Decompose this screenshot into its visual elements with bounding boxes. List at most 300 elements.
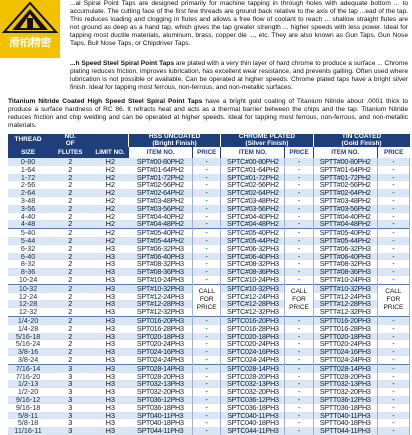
paragraph-tin-coated bbox=[8, 98, 408, 130]
price-cell: - bbox=[193, 388, 221, 396]
thread-size-cell: 9/16-12 bbox=[8, 396, 48, 404]
hss-item-no-cell: SPT044-11PH3 bbox=[128, 427, 192, 435]
limit-cell: H3 bbox=[92, 380, 128, 388]
tin-item-no-cell: SPTT020-18PH3 bbox=[313, 333, 377, 341]
header-hss-uncoated: HSS UNCOATED (Bright Finish) bbox=[128, 134, 220, 147]
chrome-item-no-cell: SPTC#10-32PH3 bbox=[221, 284, 285, 292]
limit-cell: H3 bbox=[92, 412, 128, 420]
limit-cell: H2 bbox=[92, 189, 128, 197]
header-hss-item-no: ITEM NO. bbox=[128, 147, 192, 158]
chrome-item-no-cell: SPTC#10-24PH3 bbox=[221, 276, 285, 284]
tin-item-no-cell: SPTT020-24PH3 bbox=[313, 340, 377, 348]
header-tin-item-no: ITEM NO. bbox=[313, 147, 377, 158]
table-row bbox=[8, 364, 410, 372]
header-size: SIZE bbox=[8, 147, 48, 158]
price-cell: - bbox=[193, 316, 221, 324]
table-row bbox=[8, 166, 410, 174]
flutes-cell: 2 bbox=[48, 293, 92, 301]
hss-item-no-cell: SPT#12-32PH3 bbox=[128, 308, 192, 316]
price-cell: - bbox=[285, 213, 313, 221]
hss-item-no-cell: SPT#10-32PH3 bbox=[128, 284, 192, 292]
price-cell: - bbox=[285, 181, 313, 189]
price-cell: - bbox=[285, 380, 313, 388]
hss-item-no-cell: SPT016-28PH3 bbox=[128, 325, 192, 333]
table-row bbox=[8, 268, 410, 276]
price-cell: - bbox=[193, 229, 221, 237]
hss-item-no-cell: SPT040-18PH3 bbox=[128, 419, 192, 427]
table-row bbox=[8, 197, 410, 205]
header-no-of: NO. OF bbox=[48, 134, 92, 147]
flutes-cell: 2 bbox=[48, 197, 92, 205]
limit-cell: H3 bbox=[92, 373, 128, 381]
flutes-cell: 3 bbox=[48, 364, 92, 372]
limit-cell: H3 bbox=[92, 268, 128, 276]
table-row bbox=[8, 253, 410, 261]
price-cell: - bbox=[285, 419, 313, 427]
tin-item-no-cell: SPTT016-28PH3 bbox=[313, 325, 377, 333]
tin-item-no-cell: SPTT#01-64PH2 bbox=[313, 166, 377, 174]
header-tin-price: PRICE bbox=[377, 147, 409, 158]
price-cell: - bbox=[285, 276, 313, 284]
flutes-cell: 2 bbox=[48, 158, 92, 166]
hss-item-no-cell: SPT#08-36PH3 bbox=[128, 268, 192, 276]
thread-size-cell: 1/2-20 bbox=[8, 388, 48, 396]
company-logo bbox=[0, 0, 60, 58]
tin-item-no-cell: SPTT#01-72PH2 bbox=[313, 174, 377, 182]
limit-cell: H2 bbox=[92, 158, 128, 166]
thread-size-cell: 3/8-24 bbox=[8, 356, 48, 364]
table-row bbox=[8, 348, 410, 356]
price-cell: - bbox=[285, 316, 313, 324]
price-cell: - bbox=[377, 189, 409, 197]
price-cell: - bbox=[377, 245, 409, 253]
tin-item-no-cell: SPTT032-20PH3 bbox=[313, 388, 377, 396]
hss-item-no-cell: SPT#00-80PH2 bbox=[128, 158, 192, 166]
price-cell: - bbox=[377, 373, 409, 381]
price-cell: - bbox=[377, 356, 409, 364]
price-cell: - bbox=[285, 166, 313, 174]
price-cell: - bbox=[193, 237, 221, 245]
flutes-cell: 2 bbox=[48, 348, 92, 356]
thread-size-cell: 6-32 bbox=[8, 245, 48, 253]
chrome-item-no-cell: SPTC020-18PH3 bbox=[221, 333, 285, 341]
price-cell: - bbox=[377, 380, 409, 388]
flutes-cell: 2 bbox=[48, 181, 92, 189]
header-limit bbox=[92, 134, 128, 147]
table-row bbox=[8, 229, 410, 237]
paragraph-chrome-plated bbox=[70, 60, 408, 92]
hss-item-no-cell: SPT#03-56PH2 bbox=[128, 205, 192, 213]
paragraph-tin-heading: Titanium Nitride Coated High Speed Steel Spiral Point Taps bbox=[8, 98, 203, 105]
tin-item-no-cell: SPTT#03-48PH2 bbox=[313, 197, 377, 205]
tin-item-no-cell: SPTT024-16PH3 bbox=[313, 348, 377, 356]
chrome-item-no-cell: SPTC#04-40PH2 bbox=[221, 213, 285, 221]
price-cell: - bbox=[193, 181, 221, 189]
tin-item-no-cell: SPTT#10-24PH3 bbox=[313, 276, 377, 284]
thread-size-cell: 1-72 bbox=[8, 174, 48, 182]
price-cell: - bbox=[377, 229, 409, 237]
table-row bbox=[8, 260, 410, 268]
flutes-cell: 2 bbox=[48, 356, 92, 364]
thread-size-cell: 5/16-18 bbox=[8, 333, 48, 341]
flutes-cell: 2 bbox=[48, 253, 92, 261]
price-cell: - bbox=[377, 404, 409, 412]
limit-cell: H2 bbox=[92, 220, 128, 228]
price-cell: - bbox=[285, 189, 313, 197]
price-cell: - bbox=[193, 220, 221, 228]
hss-item-no-cell: SPT#12-28PH3 bbox=[128, 300, 192, 308]
price-cell: - bbox=[193, 213, 221, 221]
thread-size-cell: 12-32 bbox=[8, 308, 48, 316]
price-cell: - bbox=[193, 404, 221, 412]
tin-item-no-cell: SPTT028-14PH3 bbox=[313, 364, 377, 372]
tin-item-no-cell: SPTT#12-28PH3 bbox=[313, 300, 377, 308]
tin-item-no-cell: SPTT#02-64PH2 bbox=[313, 189, 377, 197]
hss-item-no-cell: SPT#05-44PH2 bbox=[128, 237, 192, 245]
chrome-item-no-cell: SPTC028-20PH3 bbox=[221, 373, 285, 381]
thread-size-cell: 3-48 bbox=[8, 197, 48, 205]
flutes-cell: 2 bbox=[48, 260, 92, 268]
chrome-item-no-cell: SPTC#03-56PH2 bbox=[221, 205, 285, 213]
limit-cell: H3 bbox=[92, 364, 128, 372]
table-row bbox=[8, 276, 410, 284]
flutes-cell: 2 bbox=[48, 174, 92, 182]
flutes-cell: 2 bbox=[48, 308, 92, 316]
hss-item-no-cell: SPT040-11PH3 bbox=[128, 412, 192, 420]
header-flutes: FLUTES bbox=[48, 147, 92, 158]
flutes-cell: 3 bbox=[48, 373, 92, 381]
hss-item-no-cell: SPT#02-64PH2 bbox=[128, 189, 192, 197]
price-cell: - bbox=[377, 316, 409, 324]
table-row bbox=[8, 316, 410, 324]
tin-item-no-cell: SPTT#08-36PH3 bbox=[313, 268, 377, 276]
limit-cell: H3 bbox=[92, 404, 128, 412]
chrome-item-no-cell: SPTC016-20PH3 bbox=[221, 316, 285, 324]
price-cell: - bbox=[377, 276, 409, 284]
chrome-item-no-cell: SPTC016-28PH3 bbox=[221, 325, 285, 333]
tin-item-no-cell: SPTT044-11PH3 bbox=[313, 427, 377, 435]
table-body bbox=[8, 158, 410, 435]
limit-cell: H3 bbox=[92, 325, 128, 333]
limit-cell: H2 bbox=[92, 229, 128, 237]
flutes-cell: 2 bbox=[48, 340, 92, 348]
hss-item-no-cell: SPT032-20PH3 bbox=[128, 388, 192, 396]
flutes-cell: 2 bbox=[48, 245, 92, 253]
table-row bbox=[8, 412, 410, 420]
table-row bbox=[8, 213, 410, 221]
table-row bbox=[8, 189, 410, 197]
price-cell: - bbox=[377, 268, 409, 276]
table-row bbox=[8, 205, 410, 213]
tin-item-no-cell: SPTT#06-32PH3 bbox=[313, 245, 377, 253]
price-cell: - bbox=[377, 174, 409, 182]
thread-size-cell: 7/16-20 bbox=[8, 373, 48, 381]
tin-item-no-cell: SPTT040-18PH3 bbox=[313, 419, 377, 427]
header-hss-price: PRICE bbox=[193, 147, 221, 158]
thread-size-cell: 5/16-24 bbox=[8, 340, 48, 348]
price-cell: - bbox=[193, 419, 221, 427]
thread-size-cell: 5-40 bbox=[8, 229, 48, 237]
hss-item-no-cell: SPT020-18PH3 bbox=[128, 333, 192, 341]
table-row bbox=[8, 174, 410, 182]
hss-item-no-cell: SPT#02-56PH2 bbox=[128, 181, 192, 189]
table-row bbox=[8, 333, 410, 341]
table-row bbox=[8, 427, 410, 435]
chrome-item-no-cell: SPTC#02-56PH2 bbox=[221, 181, 285, 189]
flutes-cell: 2 bbox=[48, 333, 92, 341]
tin-item-no-cell: SPTT#04-40PH2 bbox=[313, 213, 377, 221]
tin-item-no-cell: SPTT040-11PH3 bbox=[313, 412, 377, 420]
header-limit-no: LIMIT NO. bbox=[92, 147, 128, 158]
chrome-item-no-cell: SPTC028-14PH3 bbox=[221, 364, 285, 372]
thread-size-cell: 10-32 bbox=[8, 284, 48, 292]
price-cell: - bbox=[193, 427, 221, 435]
thread-size-cell: 6-40 bbox=[8, 253, 48, 261]
price-cell: - bbox=[285, 253, 313, 261]
logo-mark-icon bbox=[0, 0, 60, 34]
price-cell: - bbox=[377, 396, 409, 404]
chrome-item-no-cell: SPTC020-24PH3 bbox=[221, 340, 285, 348]
price-cell: - bbox=[377, 340, 409, 348]
price-cell: - bbox=[193, 373, 221, 381]
price-cell: - bbox=[285, 333, 313, 341]
flutes-cell: 2 bbox=[48, 205, 92, 213]
thread-size-cell: 1/4-28 bbox=[8, 325, 48, 333]
hss-item-no-cell: SPT024-16PH3 bbox=[128, 348, 192, 356]
table-row bbox=[8, 396, 410, 404]
chrome-item-no-cell: SPTC032-13PH3 bbox=[221, 380, 285, 388]
tin-item-no-cell: SPTT#12-32PH3 bbox=[313, 308, 377, 316]
price-cell: - bbox=[377, 348, 409, 356]
paragraph-tin-body: have a bright gold coating of Titanium Nitride about .0001 thick to produce a surface hardness of RC 86. It refracts heat and acts as a thermal barrier between the chips and the tap. Titanium Nitride reduces friction and chip welding and can be operated at higher speeds. Ideal for tapping most ferrous, non-ferrous, and non-metallic materials. bbox=[8, 98, 409, 130]
paragraph-spiral-point-taps: ...al Spiral Point Taps are designed primarily for machine tapping in through holes with adequate bottom ... to accumulate. The cutting face of the first few threads are ground back relative to the axis of the tap ...ead of the tap. This reduces loading and clogging in flutes and allows a free flow of coolant to reach ... shallow straight flutes are not ground as deep as a hand tap, which gives the tap greater strength ... higher speeds with less power. Ideal for tapping most ductile materials, aluminum, brass, copper die ..., etc. They are also known as Gun Taps, Gun Nose Taps, Bull Nose Taps, or Chipdriver Taps. bbox=[70, 0, 408, 48]
thread-size-cell: 3/8-16 bbox=[8, 348, 48, 356]
flutes-cell: 3 bbox=[48, 412, 92, 420]
thread-size-cell: 5/8-18 bbox=[8, 419, 48, 427]
limit-cell: H2 bbox=[92, 205, 128, 213]
flutes-cell: 3 bbox=[48, 427, 92, 435]
price-cell: - bbox=[377, 237, 409, 245]
price-cell: - bbox=[377, 333, 409, 341]
flutes-cell: 2 bbox=[48, 325, 92, 333]
chrome-item-no-cell: SPTC040-18PH3 bbox=[221, 419, 285, 427]
flutes-cell: 2 bbox=[48, 189, 92, 197]
limit-cell: H3 bbox=[92, 356, 128, 364]
chrome-item-no-cell: SPTC#00-80PH2 bbox=[221, 158, 285, 166]
tin-item-no-cell: SPTT#06-40PH3 bbox=[313, 253, 377, 261]
header-chrome-price: PRICE bbox=[285, 147, 313, 158]
price-cell: - bbox=[377, 197, 409, 205]
limit-cell: H2 bbox=[92, 181, 128, 189]
table-row bbox=[8, 158, 410, 166]
limit-cell: H3 bbox=[92, 284, 128, 292]
limit-cell: H3 bbox=[92, 300, 128, 308]
price-cell: - bbox=[193, 253, 221, 261]
chrome-item-no-cell: SPTC024-24PH3 bbox=[221, 356, 285, 364]
price-cell: - bbox=[377, 181, 409, 189]
limit-cell: H3 bbox=[92, 340, 128, 348]
header-tin-coated: TIN COATED (Gold Finish) bbox=[313, 134, 409, 147]
price-cell: - bbox=[377, 213, 409, 221]
price-cell: - bbox=[285, 197, 313, 205]
flutes-cell: 2 bbox=[48, 166, 92, 174]
chrome-item-no-cell: SPTC036-12PH3 bbox=[221, 396, 285, 404]
logo-text: 滑柏精密 bbox=[9, 37, 51, 49]
thread-size-cell: 1-64 bbox=[8, 166, 48, 174]
price-cell: - bbox=[285, 158, 313, 166]
price-cell: - bbox=[377, 412, 409, 420]
price-cell: - bbox=[285, 412, 313, 420]
thread-size-cell: 9/16-18 bbox=[8, 404, 48, 412]
flutes-cell: 2 bbox=[48, 316, 92, 324]
limit-cell: H2 bbox=[92, 213, 128, 221]
thread-size-cell: 3-56 bbox=[8, 205, 48, 213]
table-row bbox=[8, 404, 410, 412]
price-cell: - bbox=[193, 158, 221, 166]
price-cell: - bbox=[377, 419, 409, 427]
tin-item-no-cell: SPTT#03-56PH2 bbox=[313, 205, 377, 213]
price-cell: - bbox=[285, 325, 313, 333]
price-cell: - bbox=[377, 166, 409, 174]
paragraph-chrome-heading: ...h Speed Steel Spiral Point Taps bbox=[70, 60, 174, 67]
chrome-item-no-cell: SPTC#12-24PH3 bbox=[221, 293, 285, 301]
price-cell: - bbox=[285, 205, 313, 213]
chrome-item-no-cell: SPTC040-11PH3 bbox=[221, 412, 285, 420]
limit-cell: H2 bbox=[92, 174, 128, 182]
table-row bbox=[8, 340, 410, 348]
limit-cell: H3 bbox=[92, 245, 128, 253]
price-cell: - bbox=[193, 260, 221, 268]
table-row bbox=[8, 388, 410, 396]
thread-size-cell: 8-36 bbox=[8, 268, 48, 276]
chrome-item-no-cell: SPTC#01-72PH2 bbox=[221, 174, 285, 182]
chrome-item-no-cell: SPTC024-16PH3 bbox=[221, 348, 285, 356]
tin-item-no-cell: SPTT#08-32PH3 bbox=[313, 260, 377, 268]
price-cell: - bbox=[193, 166, 221, 174]
chrome-item-no-cell: SPTC#05-40PH2 bbox=[221, 229, 285, 237]
table-row bbox=[8, 284, 410, 292]
hss-item-no-cell: SPT#03-48PH2 bbox=[128, 197, 192, 205]
price-cell: - bbox=[285, 220, 313, 228]
price-cell: - bbox=[193, 412, 221, 420]
call-for-price-cell: CALL FOR PRICE bbox=[193, 284, 221, 316]
chrome-item-no-cell: SPTC#12-28PH3 bbox=[221, 300, 285, 308]
hss-item-no-cell: SPT036-12PH3 bbox=[128, 396, 192, 404]
table-row bbox=[8, 245, 410, 253]
hss-item-no-cell: SPT#04-40PH2 bbox=[128, 213, 192, 221]
price-cell: - bbox=[285, 427, 313, 435]
hss-item-no-cell: SPT028-14PH3 bbox=[128, 364, 192, 372]
hss-item-no-cell: SPT024-24PH3 bbox=[128, 356, 192, 364]
thread-size-cell: 12-24 bbox=[8, 293, 48, 301]
price-cell: - bbox=[193, 348, 221, 356]
table-row bbox=[8, 356, 410, 364]
chrome-item-no-cell: SPTC#05-44PH2 bbox=[221, 237, 285, 245]
tin-item-no-cell: SPTT#02-56PH2 bbox=[313, 181, 377, 189]
flutes-cell: 3 bbox=[48, 380, 92, 388]
tin-item-no-cell: SPTT016-20PH3 bbox=[313, 316, 377, 324]
limit-cell: H2 bbox=[92, 197, 128, 205]
hss-item-no-cell: SPT028-20PH3 bbox=[128, 373, 192, 381]
price-cell: - bbox=[377, 325, 409, 333]
flutes-cell: 2 bbox=[48, 237, 92, 245]
table-row bbox=[8, 419, 410, 427]
table-row bbox=[8, 181, 410, 189]
flutes-cell: 3 bbox=[48, 404, 92, 412]
price-cell: - bbox=[285, 373, 313, 381]
call-for-price-cell: CALL FOR PRICE bbox=[285, 284, 313, 316]
call-for-price-cell: CALL FOR PRICE bbox=[377, 284, 409, 316]
limit-cell: H3 bbox=[92, 333, 128, 341]
price-cell: - bbox=[193, 197, 221, 205]
hss-item-no-cell: SPT#01-64PH2 bbox=[128, 166, 192, 174]
hss-item-no-cell: SPT#10-24PH3 bbox=[128, 276, 192, 284]
thread-size-cell: 10-24 bbox=[8, 276, 48, 284]
flutes-cell: 2 bbox=[48, 268, 92, 276]
tin-item-no-cell: SPTT032-13PH3 bbox=[313, 380, 377, 388]
price-cell: - bbox=[285, 348, 313, 356]
thread-size-cell: 8-32 bbox=[8, 260, 48, 268]
price-cell: - bbox=[285, 356, 313, 364]
price-cell: - bbox=[377, 260, 409, 268]
hss-item-no-cell: SPT#04-48PH2 bbox=[128, 220, 192, 228]
price-cell: - bbox=[193, 333, 221, 341]
price-cell: - bbox=[377, 388, 409, 396]
chrome-item-no-cell: SPTC#06-40PH3 bbox=[221, 253, 285, 261]
thread-size-cell: 2-56 bbox=[8, 181, 48, 189]
tin-item-no-cell: SPTT#10-32PH3 bbox=[313, 284, 377, 292]
price-cell: - bbox=[377, 220, 409, 228]
price-cell: - bbox=[193, 276, 221, 284]
table-row bbox=[8, 380, 410, 388]
price-cell: - bbox=[193, 380, 221, 388]
header-chrome-item-no: ITEM NO. bbox=[221, 147, 285, 158]
limit-cell: H3 bbox=[92, 293, 128, 301]
price-cell: - bbox=[193, 245, 221, 253]
price-cell: - bbox=[193, 396, 221, 404]
header-thread: THREAD bbox=[8, 134, 48, 147]
thread-size-cell: 4-40 bbox=[8, 213, 48, 221]
tin-item-no-cell: SPTT#12-24PH3 bbox=[313, 293, 377, 301]
tin-item-no-cell: SPTT024-24PH3 bbox=[313, 356, 377, 364]
price-cell: - bbox=[193, 340, 221, 348]
hss-item-no-cell: SPT#01-72PH2 bbox=[128, 174, 192, 182]
table-row bbox=[8, 325, 410, 333]
flutes-cell: 2 bbox=[48, 229, 92, 237]
price-cell: - bbox=[193, 268, 221, 276]
thread-size-cell: 0-80 bbox=[8, 158, 48, 166]
chrome-item-no-cell: SPTC#06-32PH3 bbox=[221, 245, 285, 253]
price-cell: - bbox=[377, 364, 409, 372]
price-cell: - bbox=[285, 340, 313, 348]
chrome-item-no-cell: SPTC036-18PH3 bbox=[221, 404, 285, 412]
limit-cell: H3 bbox=[92, 427, 128, 435]
flutes-cell: 2 bbox=[48, 284, 92, 292]
price-cell: - bbox=[377, 253, 409, 261]
chrome-item-no-cell: SPTC032-20PH3 bbox=[221, 388, 285, 396]
limit-cell: H3 bbox=[92, 308, 128, 316]
table-row bbox=[8, 237, 410, 245]
thread-size-cell: 4-48 bbox=[8, 220, 48, 228]
hss-item-no-cell: SPT#06-40PH3 bbox=[128, 253, 192, 261]
limit-cell: H3 bbox=[92, 316, 128, 324]
limit-cell: H2 bbox=[92, 237, 128, 245]
product-table bbox=[8, 134, 410, 435]
price-cell: - bbox=[285, 364, 313, 372]
tin-item-no-cell: SPTT#04-48PH2 bbox=[313, 220, 377, 228]
limit-cell: H2 bbox=[92, 166, 128, 174]
thread-size-cell: 2-64 bbox=[8, 189, 48, 197]
